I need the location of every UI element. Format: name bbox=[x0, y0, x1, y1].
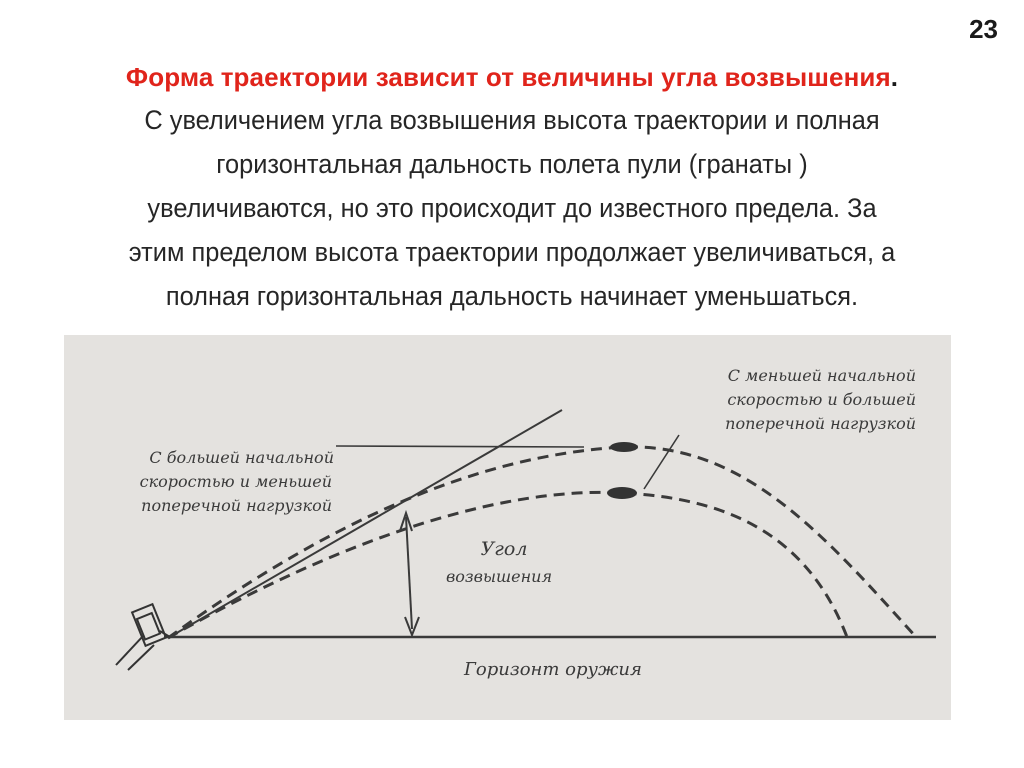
heading-text: Форма траектории зависит от величины угла возвышения bbox=[125, 62, 891, 92]
left-label-leader bbox=[336, 446, 584, 447]
right-label-line-3: поперечной нагрузкой bbox=[725, 414, 916, 433]
left-label-line-1: С большей начальной bbox=[149, 448, 334, 467]
horizon-label: Горизонт оружия bbox=[464, 659, 642, 680]
heading-end: . bbox=[890, 62, 899, 92]
slide-number: 23 bbox=[969, 14, 998, 44]
angle-label-line-2: возвышения bbox=[445, 567, 553, 586]
weapon-icon bbox=[116, 604, 170, 670]
angle-arrow-shaft bbox=[406, 517, 412, 629]
right-label-leader bbox=[644, 435, 679, 489]
left-label-line-3: поперечной нагрузкой bbox=[141, 496, 332, 515]
paragraph-line-3: увеличиваются, но это происходит до известного предела. За bbox=[147, 193, 877, 223]
bullet-icon-lower bbox=[607, 487, 637, 499]
slide-text bbox=[40, 56, 984, 318]
right-label-line-2: скоростью и большей bbox=[727, 390, 916, 409]
bullet-icon-upper bbox=[610, 442, 638, 452]
paragraph-line-2: горизонтальная дальность полета пули (гранаты ) bbox=[216, 149, 808, 179]
elevation-line bbox=[168, 410, 562, 638]
angle-label-line-1: Угол bbox=[480, 538, 528, 560]
slide-heading bbox=[40, 56, 984, 98]
right-label-line-1: С меньшей начальной bbox=[727, 366, 916, 385]
left-label-line-2: скоростью и меньшей bbox=[139, 472, 332, 491]
paragraph-line-5: полная горизонтальная дальность начинает уменьшаться. bbox=[165, 281, 859, 311]
paragraph-line-1: С увеличением угла возвышения высота траектории и полная bbox=[144, 105, 880, 135]
trajectory-figure bbox=[64, 335, 951, 720]
trajectory-diagram bbox=[64, 335, 951, 720]
paragraph-line-4: этим пределом высота траектории продолжает увеличиваться, а bbox=[128, 237, 896, 267]
